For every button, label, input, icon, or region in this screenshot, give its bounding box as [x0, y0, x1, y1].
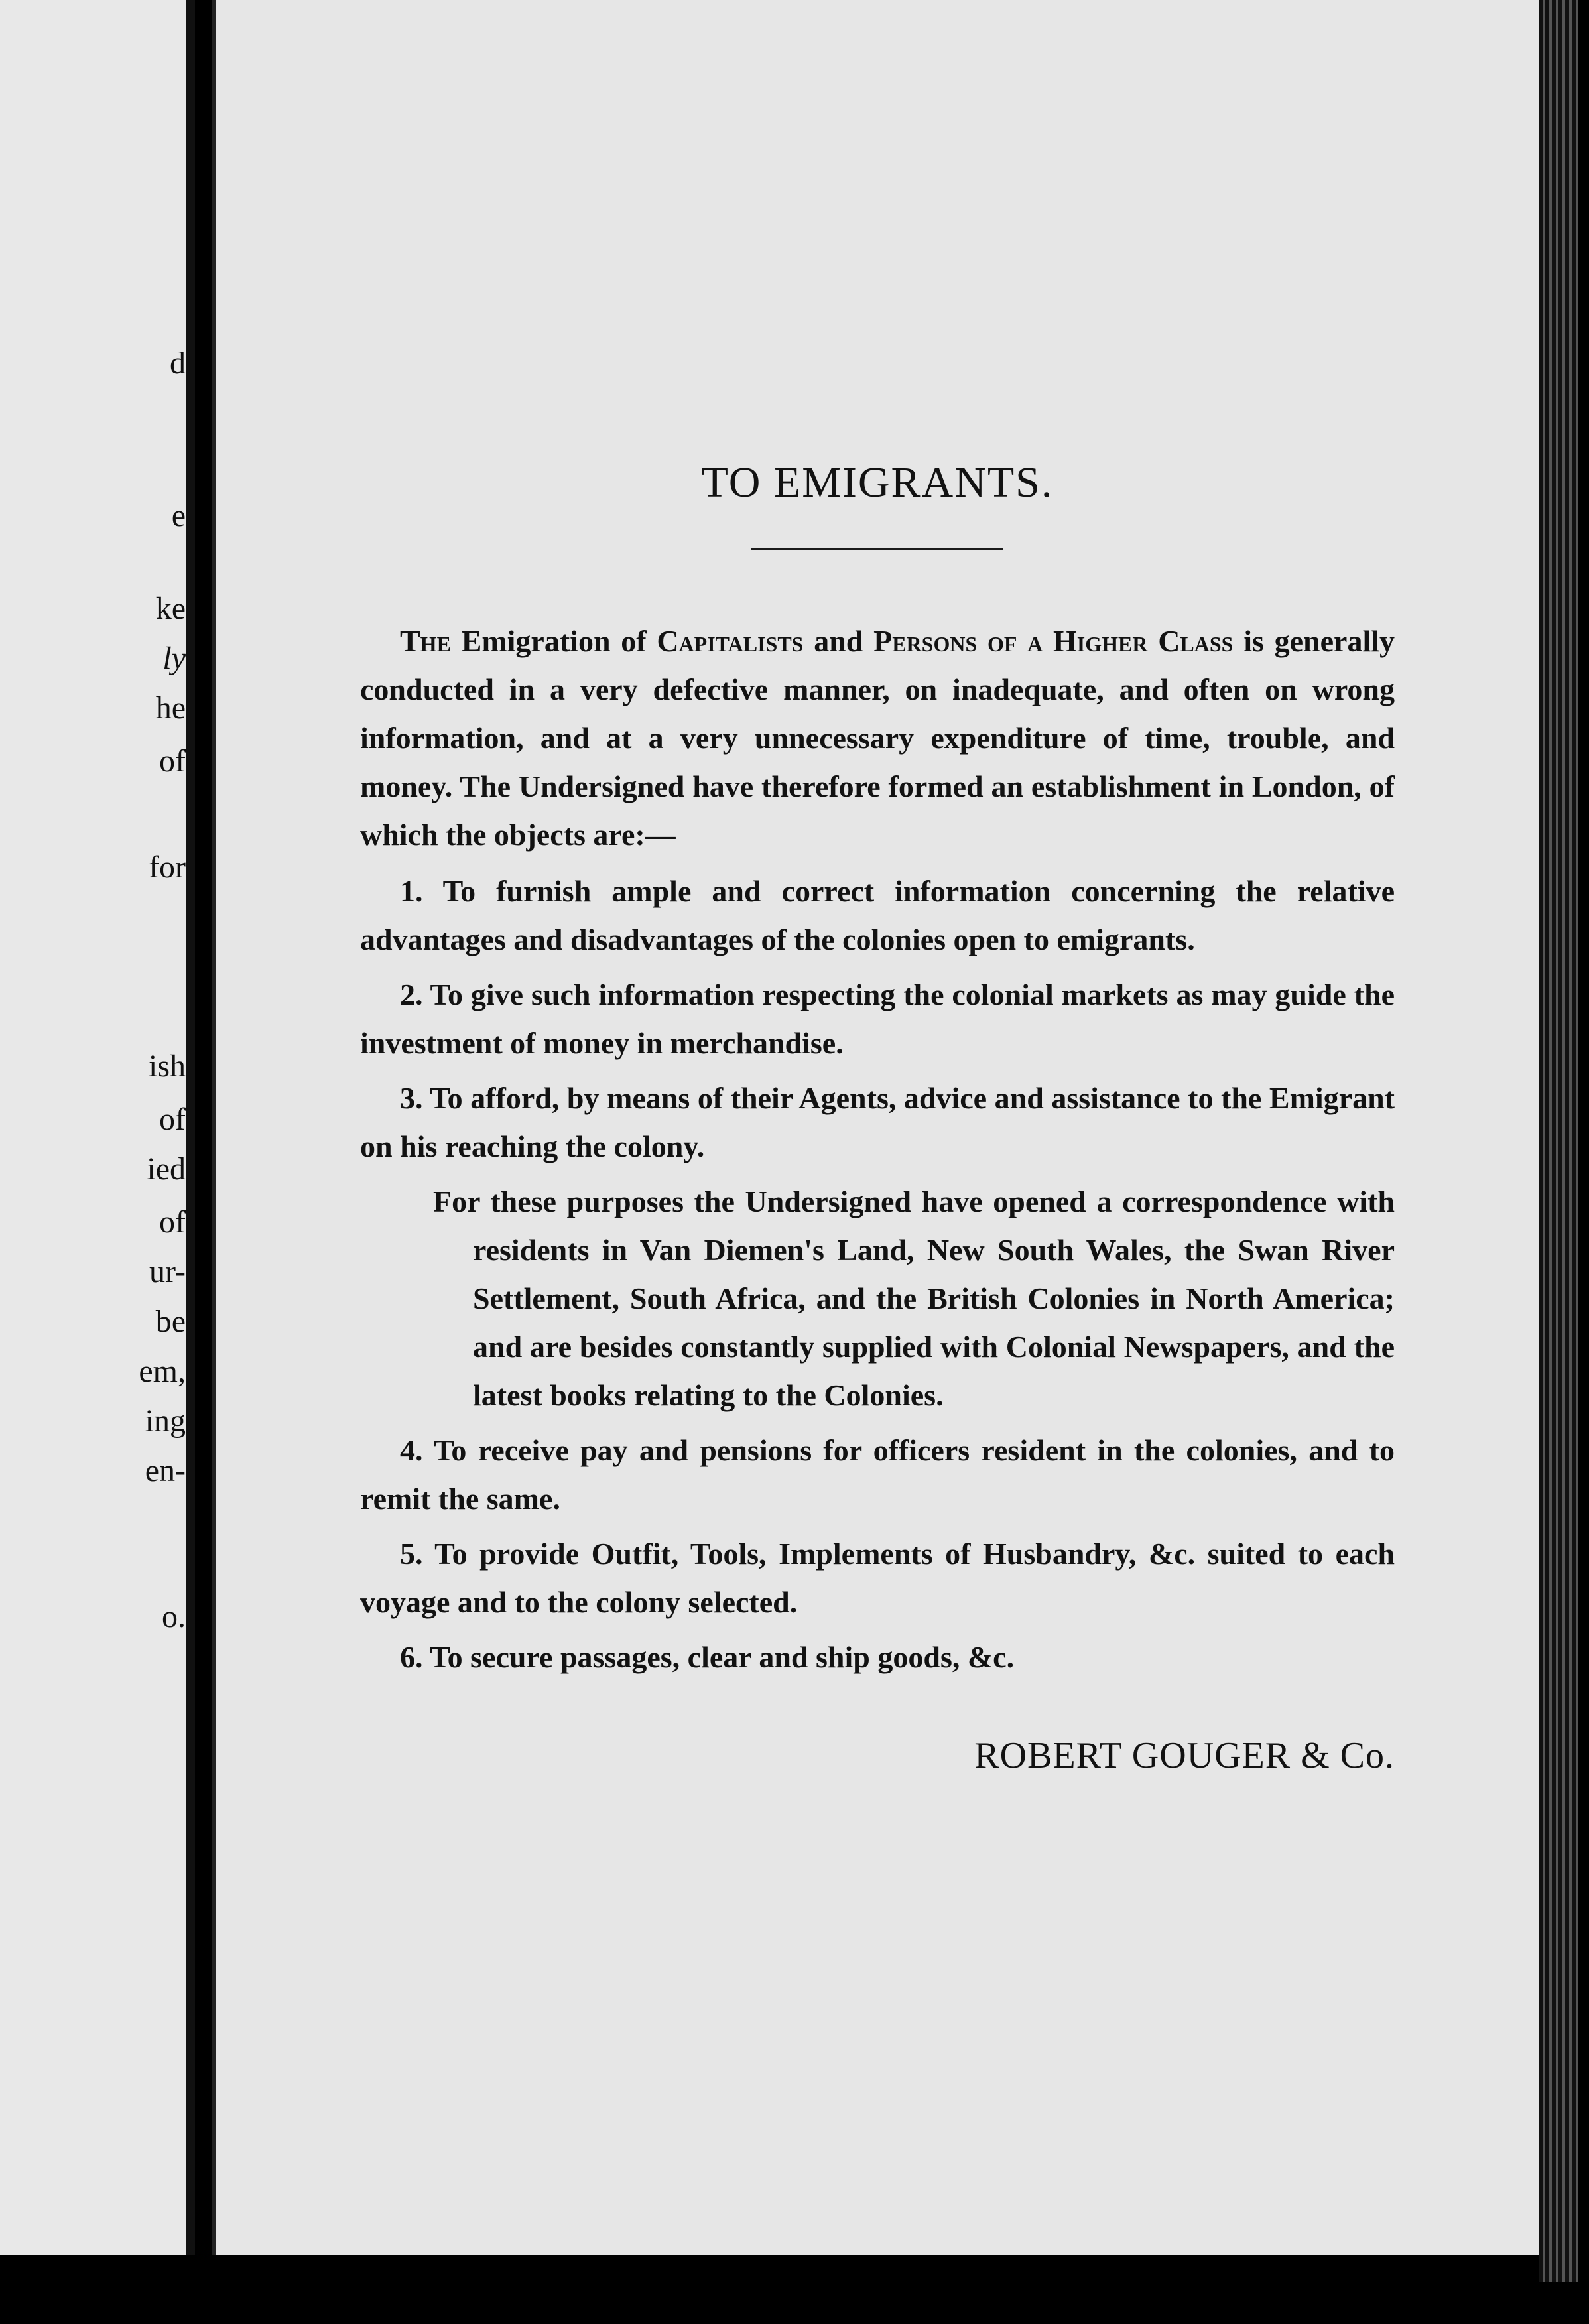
intro-paragraph [360, 617, 1395, 859]
book-edge [1539, 0, 1578, 2282]
left-fragment: he [155, 690, 186, 726]
correspondence-paragraph: For these purposes the Undersigned have opened a correspondence with residents in Van Diemen's Land, New South Wales, the Swan River Settlement, South Africa, and the British Colonies in North America; and are besides constantly supplied with Colonial Newspapers, and the latest books relating to the Colonies. [433, 1185, 1395, 1412]
left-fragment: ied [147, 1151, 186, 1187]
left-page-fragment [0, 0, 195, 2255]
intro-text-3: is generally conducted in a very defective manner, on inadequate, and often on wrong information, and at a very unnecessary expenditure of time, trouble, and money. The Undersigned have therefore formed an establishment in London, of which the objects are:— [360, 624, 1395, 852]
intro-text-1: Emigration of [450, 624, 657, 658]
left-fragment: d [170, 346, 186, 381]
left-fragment: en- [145, 1453, 186, 1488]
list-item-3: 3. To afford, by means of their Agents, advice and assistance to the Emigrant on his reaching the colony. [360, 1081, 1395, 1163]
left-fragment: ke [155, 591, 186, 626]
left-fragment: e [171, 498, 186, 533]
title-divider [751, 548, 1003, 550]
left-fragment: be [155, 1304, 186, 1339]
left-fragment: em, [139, 1354, 186, 1389]
document-content [360, 458, 1395, 1777]
main-page [212, 0, 1543, 2255]
left-fragment: o. [162, 1599, 186, 1634]
left-fragment: of [159, 1102, 186, 1137]
list-item-4: 4. To receive pay and pensions for officers resident in the colonies, and to remit the same. [360, 1433, 1395, 1516]
left-fragment: for [149, 850, 186, 885]
left-fragment: of [159, 1204, 186, 1240]
left-fragment: of [159, 743, 186, 779]
intro-the: The [400, 624, 451, 658]
list-item-6: 6. To secure passages, clear and ship goods, &c. [400, 1640, 1015, 1674]
left-fragment: ish [148, 1049, 186, 1084]
left-fragment: ly [162, 641, 186, 676]
list-item-2: 2. To give such information respecting the colonial markets as may guide the investment of money in merchandise. [360, 978, 1395, 1060]
signature: ROBERT GOUGER & Co. [974, 1735, 1395, 1776]
intro-text-2: and [803, 624, 874, 658]
intro-persons: Persons of a Higher Class [873, 624, 1234, 658]
list-item-1: 1. To furnish ample and correct information concerning the relative advantages and disadvantages of the colonies open to emigrants. [360, 874, 1395, 956]
list-item-5: 5. To provide Outfit, Tools, Implements of Husbandry, &c. suited to each voyage and to the colony selected. [360, 1537, 1395, 1619]
page-title: TO EMIGRANTS. [701, 458, 1054, 507]
intro-capitalists: Capitalists [657, 624, 804, 658]
left-fragment: ur- [149, 1254, 186, 1289]
left-fragment: ing [145, 1403, 186, 1439]
